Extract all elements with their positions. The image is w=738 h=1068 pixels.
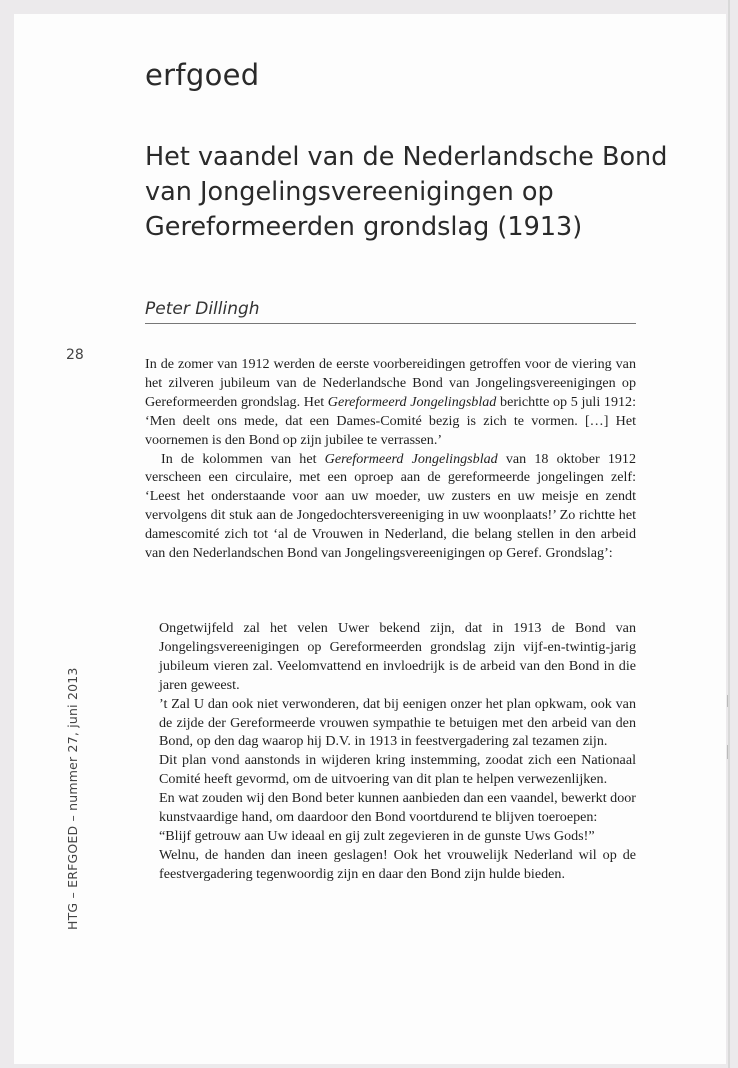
quote-paragraph: Ongetwijfeld zal het velen Uwer bekend zijn, dat in 1913 de Bond van Jongelingsvereenigingen op Gereformeerden grondslag zijn vijf-en-twintig-jarig jubileum vieren zal. Veelomvattend en invloedrijk is de arbeid van den Bond in die jaren geweest. [159, 620, 636, 693]
section-label: erfgoed [145, 58, 260, 92]
quote-paragraph: En wat zouden wij den Bond beter kunnen aanbieden dan een vaandel, bewerkt door kunstvaardige hand, om daardoor den Bond voortdurend te blijven toeroepen: [159, 790, 636, 826]
page-number: 28 [66, 347, 84, 363]
block-quote [159, 619, 636, 884]
journal-title: Gereformeerd Jongelingsblad [327, 393, 497, 410]
author-name: Peter Dillingh [145, 299, 260, 319]
quote-paragraph: Welnu, de handen dan ineen geslagen! Ook het vrouwelijk Nederland wil op de feestvergadering tegenwoordig zijn en daar den Bond zijn hulde bieden. [159, 846, 636, 882]
margin-mark [727, 695, 728, 707]
body-paragraph: In de kolommen van het Gereformeerd Jongelingsblad van 18 oktober 1912 verscheen een circulaire, met een oproep aan de gereformeerde jongelingen zelf: ‘Leest het onderstaande voor aan uw moeder, uw zusters en uw meisje en zendt vervolgens dit stuk aan de Jongedochtersvereeniging in uw woonplaats!’ Zo richtte het damescomité zich tot ‘al de Vrouwen in Nederland, die belang stellen in den arbeid van den Nederlandschen Bond van Jongelingsvereenigingen op Geref. Grondslag’: [145, 450, 637, 562]
page-edge [728, 0, 730, 1068]
title-rule [145, 323, 636, 324]
quote-paragraph: “Blijf getrouw aan Uw ideaal en gij zult zegevieren in de gunste Uws Gods!” [159, 827, 595, 844]
article-body [145, 355, 636, 563]
body-paragraph: In de zomer van 1912 werden de eerste voorbereidingen getroffen voor de viering van het zilveren jubileum van de Nederlandsche Bond van Jongelingsvereenigingen op Gereformeerden grondslag. Het Gereformeerd Jongelingsblad berichtte op 5 juli 1912: ‘Men deelt ons mede, dat een Dames-Comité bezig is zich te vormen. […] Het voornemen is den Bond op zijn jubilee te verrassen.’ [145, 356, 637, 448]
margin-mark [727, 745, 728, 759]
quote-paragraph: Dit plan vond aanstonds in wijderen kring instemming, zoodat zich een Nationaal Comité heeft gevormd, om de uitvoering van dit plan te helpen verwezenlijken. [159, 752, 636, 788]
article-title: Het vaandel van de Nederlandsche Bond van Jongelingsvereenigingen op Gereformeerden grondslag (1913) [145, 142, 668, 242]
quote-paragraph: ’t Zal U dan ook niet verwonderen, dat bij eenigen onzer het plan opkwam, ook van de zijde der Gereformeerde vrouwen sympathie te betuigen met den arbeid van den Bond, op den dag waarop hij D.V. in 1913 in feestvergadering zal tezamen zijn. [159, 695, 636, 750]
journal-title: Gereformeerd Jongelingsblad [324, 450, 498, 467]
running-head: HTG – ERFGOED – nummer 27, juni 2013 [65, 667, 80, 930]
